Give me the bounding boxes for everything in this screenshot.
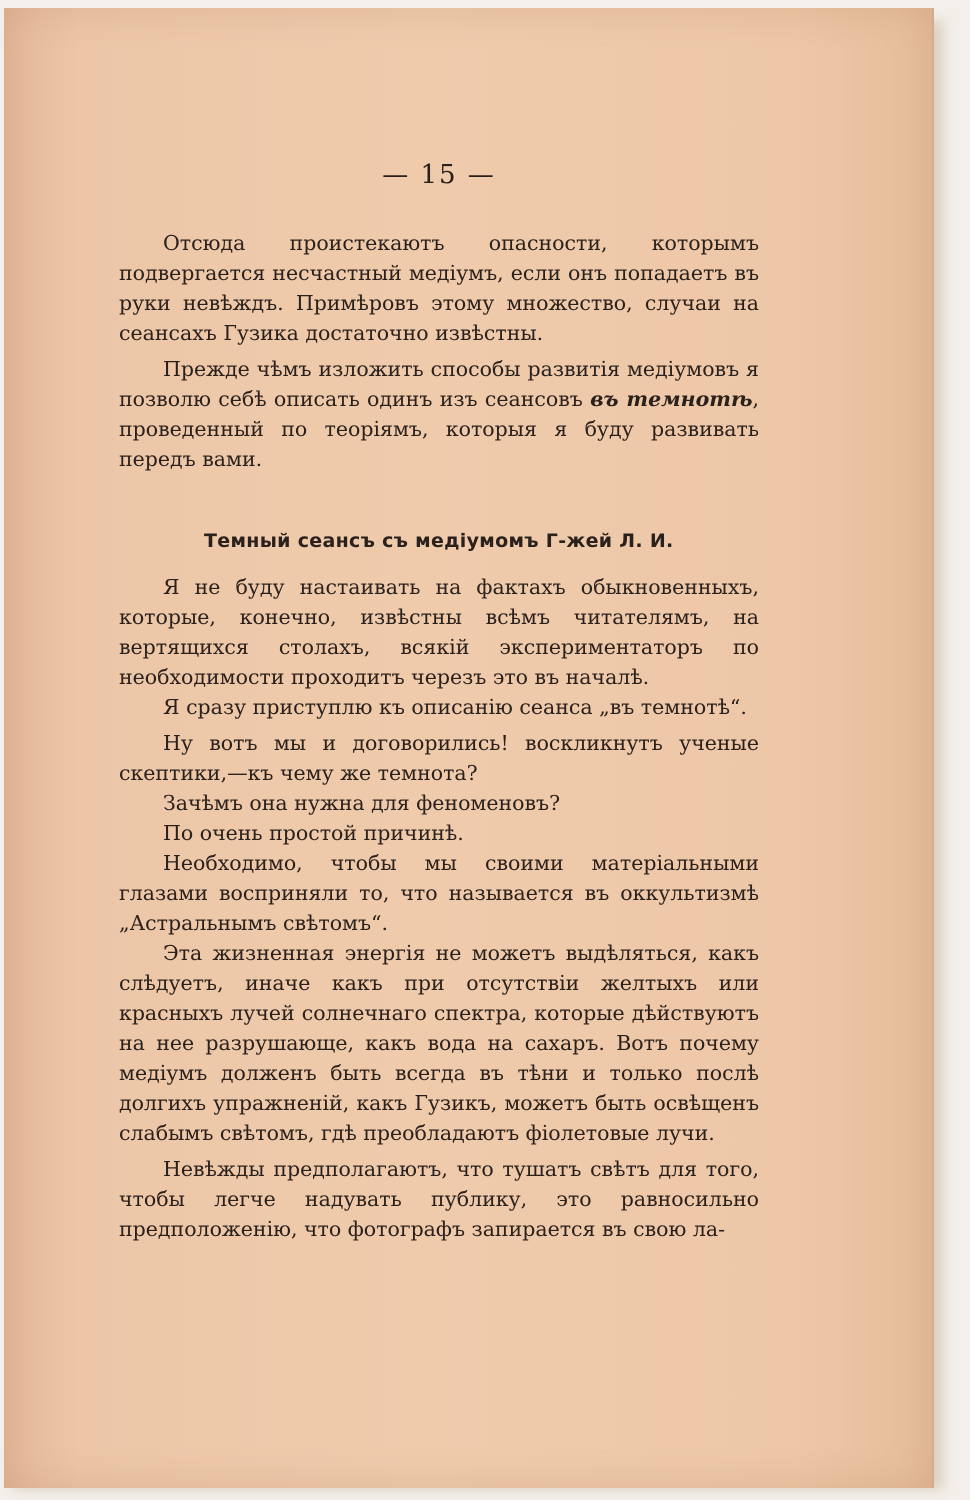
book-page [4,8,934,1488]
paragraph: По очень простой причинѣ. [163,821,464,845]
section-heading: Темный сеансъ съ медіумомъ Г-жей Л. И. [204,530,674,552]
paragraph: Необходимо, чтобы мы своими матеріальными глазами восприняли то, что называется въ оккультизмѣ „Астральнымъ свѣтомъ“. [119,851,759,935]
intro-paragraph: Отсюда проистекаютъ опасности, которымъ подвергается несчастный медіумъ, если онъ попадаетъ въ руки невѣждъ. Примѣровъ этому множество, случаи на сеансахъ Гузика достаточно извѣстны. [119,231,759,345]
intro-paragraph-2-italic: въ темнотѣ [590,387,753,411]
paragraph: Невѣжды предполагаютъ, что тушатъ свѣтъ для того, чтобы легче надувать публику, это равносильно предположенію, что фотографъ запирается въ свою ла- [119,1157,759,1241]
main-text-block [119,572,759,1244]
paragraph: Зачѣмъ она нужна для феноменовъ? [163,791,561,815]
intro-paragraph-2-before: Прежде чѣмъ изложить способы развитія медіумовъ я позволю себѣ описать одинъ изъ сеансовъ [119,357,759,411]
paragraph: Эта жизненная энергія не можетъ выдѣляться, какъ слѣдуетъ, иначе какъ при отсутствіи желтыхъ или красныхъ лучей солнечнаго спектра, которые дѣйствуютъ на нее разрушающе, какъ вода на сахаръ. Вотъ почему медіумъ долженъ быть всегда въ тѣни и только послѣ долгихъ упражненій, какъ Гузикъ, можетъ быть освѣщенъ слабымъ свѣтомъ, гдѣ преобладаютъ фіолетовые лучи. [119,941,759,1145]
intro-text-block [119,228,759,474]
paragraph: Ну вотъ мы и договорились! воскликнутъ ученые скептики,—къ чему же темнота? [119,731,759,785]
paragraph: Я сразу приступлю къ описанію сеанса „въ темнотѣ“. [163,695,747,719]
page-number: — 15 — [382,160,496,190]
intro-paragraph-2 [119,354,759,474]
intro-paragraph-2-after: , проведенный по теоріямъ, которыя я буду развивать передъ вами. [119,387,760,471]
paragraph: Я не буду настаивать на фактахъ обыкновенныхъ, которые, конечно, извѣстны всѣмъ читателямъ, на вертящихся столахъ, всякій экспериментаторъ по необходимости проходитъ черезъ это въ началѣ. [119,575,759,689]
